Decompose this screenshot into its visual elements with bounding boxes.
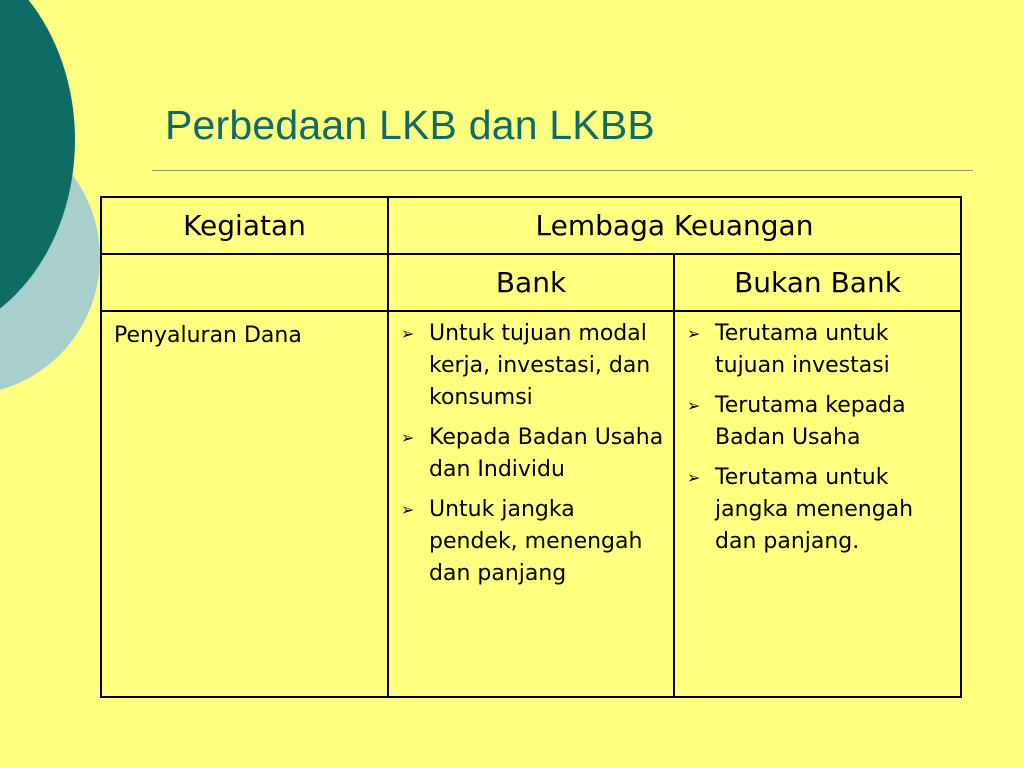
slide-title: Perbedaan LKB dan LKBB xyxy=(165,102,655,148)
bank-cell xyxy=(388,311,674,697)
header-empty-cell xyxy=(101,254,388,311)
header-bank: Bank xyxy=(388,254,674,311)
header-bukan-bank: Bukan Bank xyxy=(674,254,961,311)
header-row-sub xyxy=(101,254,961,311)
bukan-bank-cell xyxy=(674,311,961,697)
list-item: ➢ Terutama untuk jangka menengah dan panjang. xyxy=(687,462,954,558)
list-item: ➢ Kepada Badan Usaha dan Individu xyxy=(401,422,667,486)
list-item: ➢ Untuk jangka pendek, menengah dan panjang xyxy=(401,494,667,590)
arrowhead-bullet-icon: ➢ xyxy=(687,324,701,343)
arrowhead-bullet-icon: ➢ xyxy=(401,324,415,343)
table-row xyxy=(101,311,961,697)
arrowhead-bullet-icon: ➢ xyxy=(401,500,415,519)
bukan-bank-list xyxy=(675,312,960,558)
header-lembaga-keuangan: Lembaga Keuangan xyxy=(388,197,961,254)
bank-list xyxy=(389,312,673,590)
header-kegiatan: Kegiatan xyxy=(101,197,388,254)
list-item: ➢ Terutama untuk tujuan investasi xyxy=(687,318,954,382)
header-row-main xyxy=(101,197,961,254)
list-item: ➢ Untuk tujuan modal kerja, investasi, dan konsumsi xyxy=(401,318,667,414)
arrowhead-bullet-icon: ➢ xyxy=(687,396,701,415)
title-divider xyxy=(152,170,973,171)
comparison-table xyxy=(100,196,962,698)
arrowhead-bullet-icon: ➢ xyxy=(687,468,701,487)
activity-cell: Penyaluran Dana xyxy=(101,311,388,697)
list-item: ➢ Terutama kepada Badan Usaha xyxy=(687,390,954,454)
arrowhead-bullet-icon: ➢ xyxy=(401,428,415,447)
